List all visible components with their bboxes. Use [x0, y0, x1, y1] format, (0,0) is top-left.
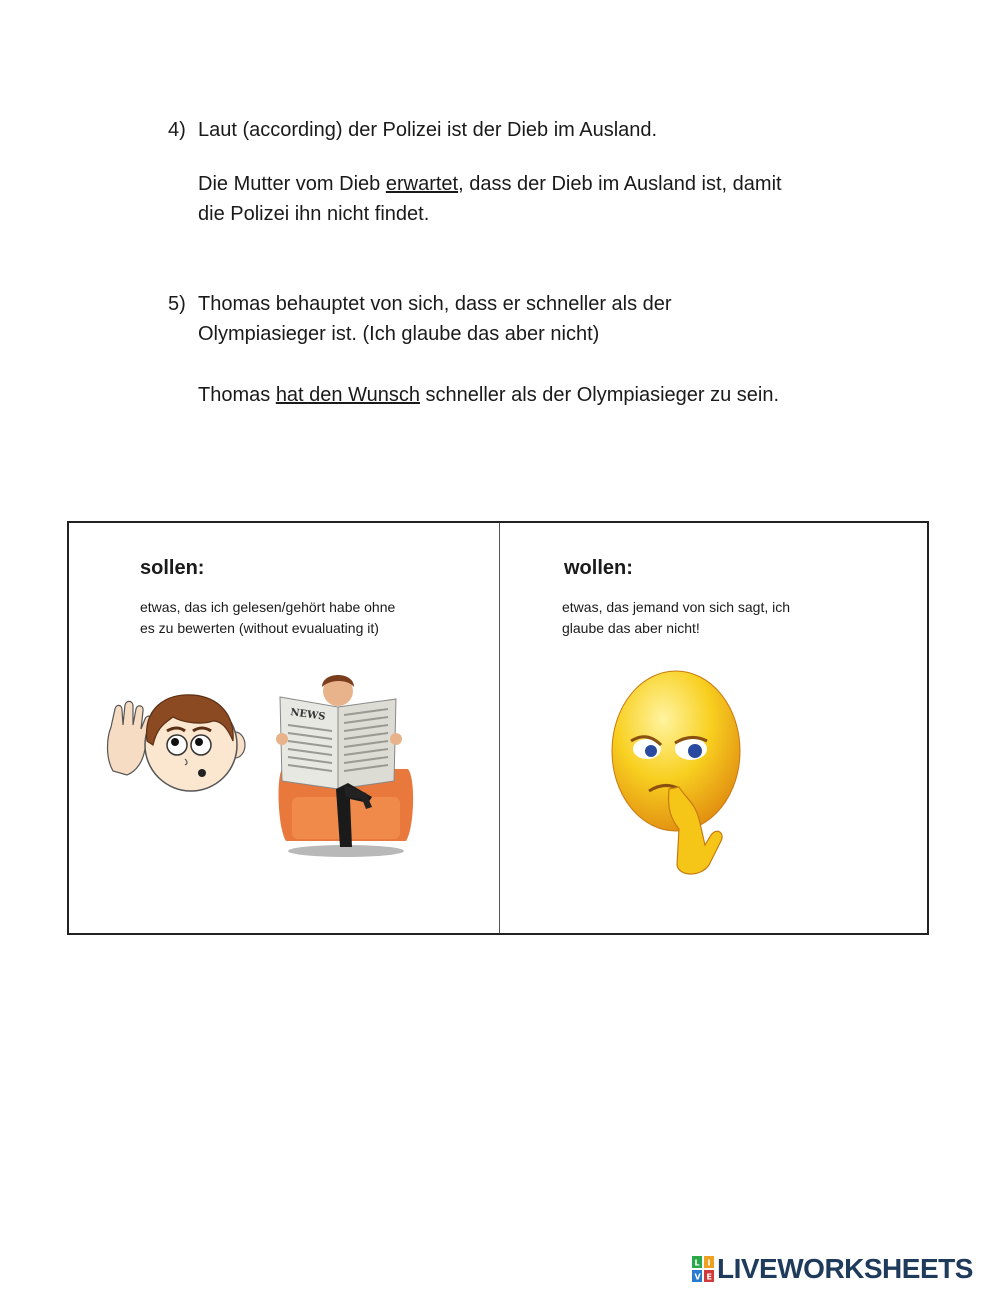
item-sentence-2: Die Mutter vom Dieb erwartet, dass der Dieb im Ausland ist, damit — [198, 173, 782, 195]
item-sentence-1: Laut (according) der Polizei ist der Dieb im Ausland. — [198, 119, 658, 141]
wollen-description: etwas, das jemand von sich sagt, ich glaube das aber nicht! — [562, 599, 791, 636]
item-sentence-3: Thomas hat den Wunsch schneller als der Olympiasieger zu sein. — [198, 384, 780, 406]
svg-text:V: V — [694, 1272, 701, 1282]
skeptical-emoji-icon — [609, 669, 749, 887]
sollen-title: sollen: — [140, 557, 205, 579]
listening-face-icon — [103, 687, 253, 799]
underlined-phrase: hat den Wunsch — [275, 384, 420, 406]
svg-text:I: I — [707, 1258, 711, 1268]
column-divider — [499, 523, 500, 933]
svg-text:E: E — [706, 1272, 712, 1282]
svg-text:L: L — [694, 1258, 700, 1268]
liveworksheets-badge-icon — [692, 1256, 714, 1282]
exercise-item-4 — [168, 115, 868, 225]
newspaper-reader-icon — [274, 669, 419, 861]
logo-text: LIVEWORKSHEETS — [717, 1253, 973, 1284]
liveworksheets-logo — [692, 1254, 973, 1284]
item-number: 5) — [168, 293, 186, 315]
modal-verbs-table — [67, 521, 929, 935]
item-sentence-1: Thomas behauptet von sich, dass er schneller als der — [198, 293, 672, 315]
item-sentence-2: Olympiasieger ist. (Ich glaube das aber nicht) — [198, 323, 600, 345]
item-sentence-3: die Polizei ihn nicht findet. — [198, 203, 430, 225]
wollen-title: wollen: — [564, 557, 633, 579]
item-number: 4) — [168, 119, 186, 141]
exercise-item-5 — [168, 289, 868, 414]
sollen-description: etwas, das ich gelesen/gehört habe ohne es zu bewerten (without evualuating it) — [140, 599, 396, 636]
underlined-verb: erwartet — [385, 173, 459, 195]
newspaper-title: NEWS — [289, 707, 326, 723]
